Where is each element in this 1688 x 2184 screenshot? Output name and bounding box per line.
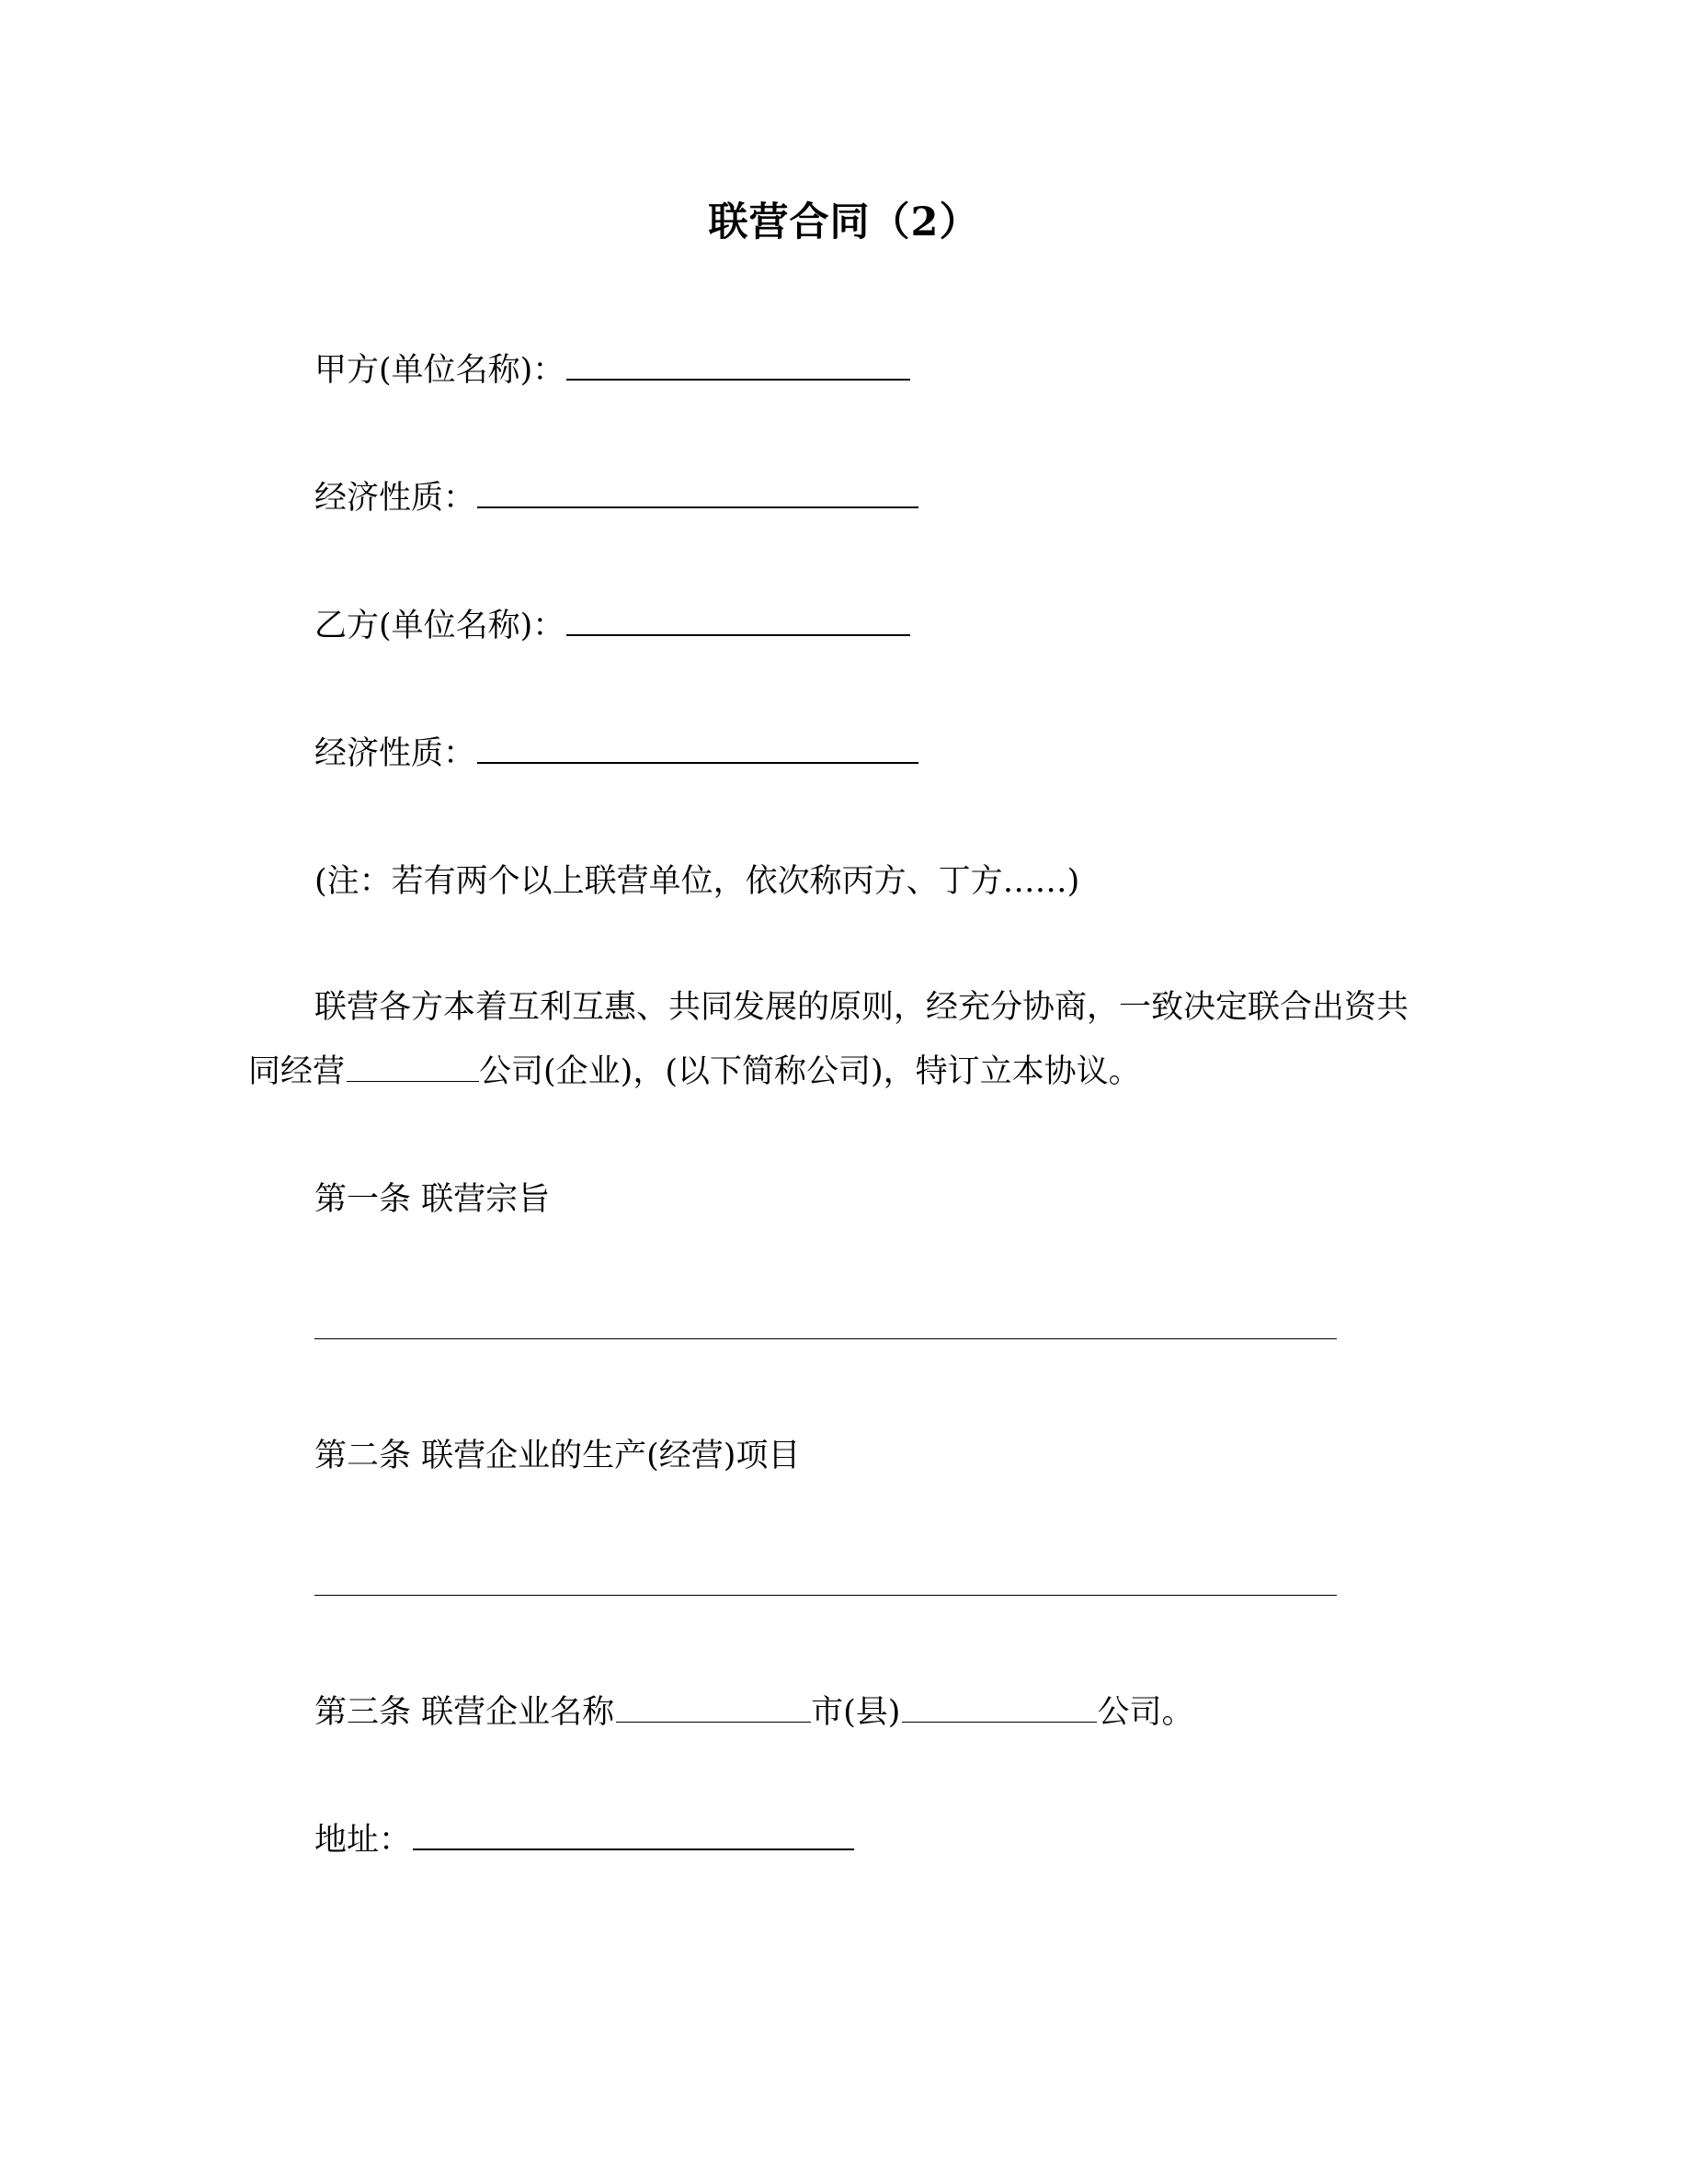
party-b-nature-row bbox=[314, 731, 918, 777]
article-1-heading: 第一条 联营宗旨 bbox=[314, 1181, 551, 1218]
company-name-field[interactable] bbox=[902, 1721, 1097, 1723]
address-label: 地址： bbox=[314, 1822, 412, 1859]
article-3-mid: 市(县) bbox=[811, 1694, 901, 1731]
intro-paragraph-line1: 联营各方本着互利互惠、共同发展的原则，经充分协商，一致决定联合出资共 bbox=[314, 989, 1409, 1026]
intro-line2-suffix: 公司(企业)，(以下简称公司)，特订立本协议。 bbox=[479, 1053, 1141, 1090]
article-3-suffix: 公司。 bbox=[1097, 1694, 1194, 1731]
party-a-nature-label: 经济性质： bbox=[314, 480, 476, 517]
intro-line2-prefix: 同经营 bbox=[248, 1053, 346, 1090]
article-3-prefix: 第三条 联营企业名称 bbox=[314, 1694, 615, 1731]
article-1-blank-line[interactable] bbox=[314, 1338, 1337, 1339]
address-row bbox=[314, 1817, 854, 1863]
article-2-blank-line[interactable] bbox=[314, 1595, 1337, 1596]
document-title: 联营合同（2） bbox=[708, 199, 980, 245]
party-a-name-field[interactable] bbox=[566, 378, 910, 381]
joint-venture-name-field[interactable] bbox=[347, 1080, 479, 1082]
party-a-row bbox=[314, 347, 910, 393]
party-b-label: 乙方(单位名称)： bbox=[314, 608, 565, 644]
note-text: (注：若有两个以上联营单位，依次称丙方、丁方……) bbox=[314, 863, 1080, 900]
article-3-row bbox=[314, 1689, 1193, 1735]
address-field[interactable] bbox=[413, 1848, 854, 1850]
party-b-row bbox=[314, 603, 910, 649]
intro-paragraph-line2 bbox=[248, 1049, 1141, 1095]
party-a-nature-field[interactable] bbox=[477, 506, 918, 508]
party-b-name-field[interactable] bbox=[566, 633, 910, 636]
city-county-field[interactable] bbox=[616, 1721, 811, 1723]
party-b-nature-label: 经济性质： bbox=[314, 735, 476, 772]
party-a-label: 甲方(单位名称)： bbox=[314, 352, 565, 389]
party-a-nature-row bbox=[314, 475, 918, 521]
article-2-heading: 第二条 联营企业的生产(经营)项目 bbox=[314, 1438, 801, 1474]
party-b-nature-field[interactable] bbox=[477, 761, 918, 764]
